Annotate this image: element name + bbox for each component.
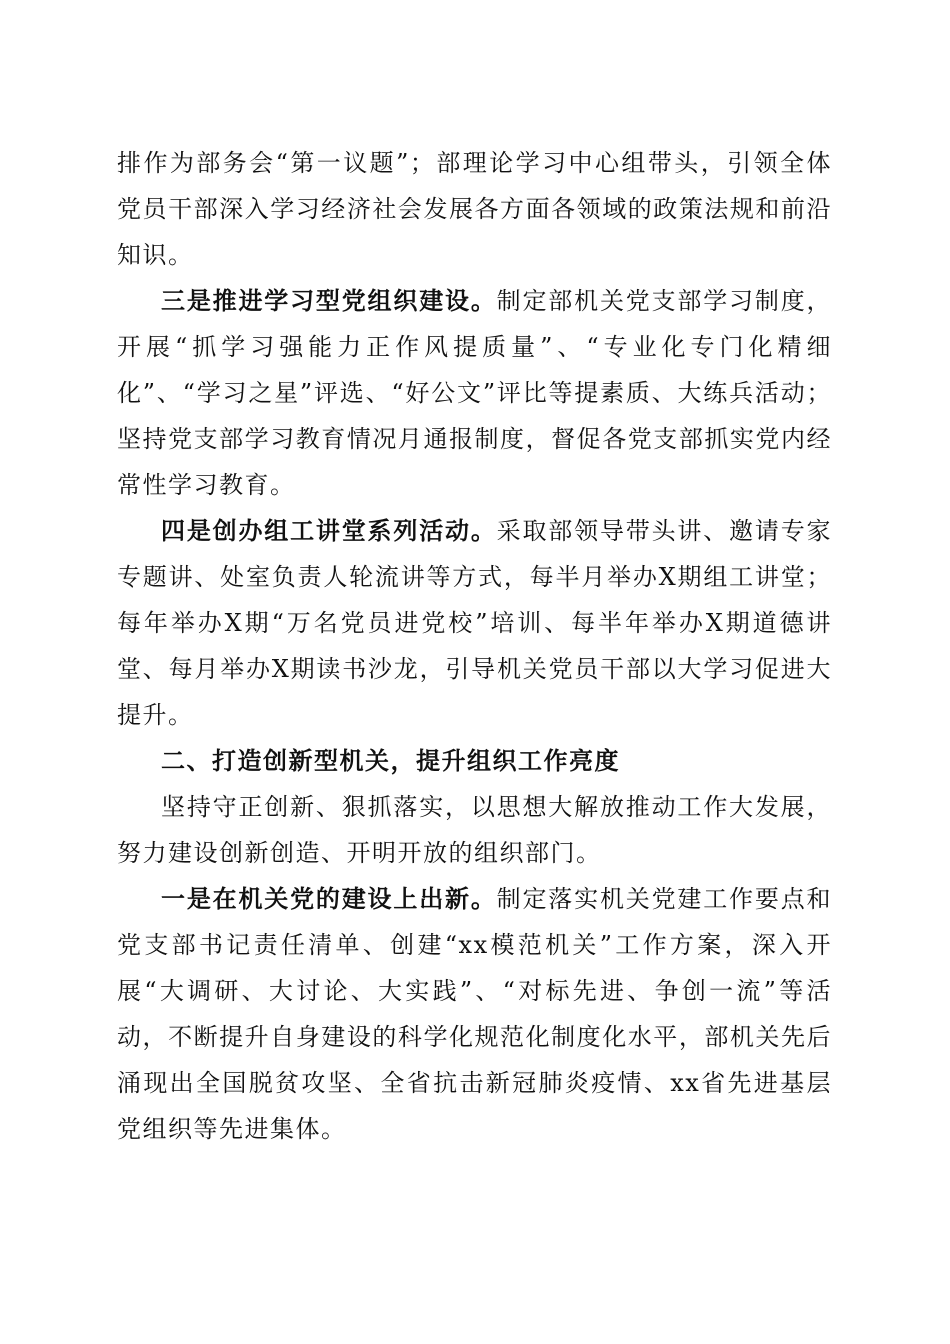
paragraph-text: 采取部领导带头讲、邀请专家专题讲、处室负责人轮流讲等方式，每半月举办X期组工讲堂；每年举办X期“万名党员进党校”培训、每半年举办X期道德讲堂、每月举办X期读书沙龙，引导机关党员干部以大学习促进大提升。 [117,517,833,729]
paragraph-text: 制定部机关党支部学习制度，开展“抓学习强能力正作风提质量”、“专业化专门化精细化”、“学习之星”评选、“好公文”评比等提素质、大练兵活动；坚持党支部学习教育情况月通报制度，督促各党支部抓实党内经常性学习教育。 [117,287,833,499]
paragraph-lead: 三是推进学习型党组织建设。 [161,287,497,315]
paragraph-lecture-series [117,508,832,738]
paragraph-text: 制定落实机关党建工作要点和党支部书记责任清单、创建“xx模范机关”工作方案，深入开展“大调研、大讨论、大实践”、“对标先进、争创一流”等活动，不断提升自身建设的科学化规范化制度化水平，部机关先后涌现出全国脱贫攻坚、全省抗击新冠肺炎疫情、xx省先进基层党组织等先进集体。 [117,885,833,1143]
paragraph-continuation [117,140,832,278]
paragraph-text: 排作为部务会“第一议题”；部理论学习中心组带头，引领全体党员干部深入学习经济社会发展各方面各领域的政策法规和前沿知识。 [117,149,832,269]
paragraph-section-intro [117,784,832,876]
paragraph-lead: 一是在机关党的建设上出新。 [161,885,497,913]
section-heading: 二、打造创新型机关，提升组织工作亮度 [161,747,620,775]
paragraph-learning-organization [117,278,832,508]
paragraph-text: 坚持守正创新、狠抓落实，以思想大解放推动工作大发展，努力建设创新创造、开明开放的组织部门。 [117,793,832,867]
document-page [117,140,832,1152]
paragraph-lead: 四是创办组工讲堂系列活动。 [161,517,497,545]
paragraph-party-building [117,876,832,1152]
